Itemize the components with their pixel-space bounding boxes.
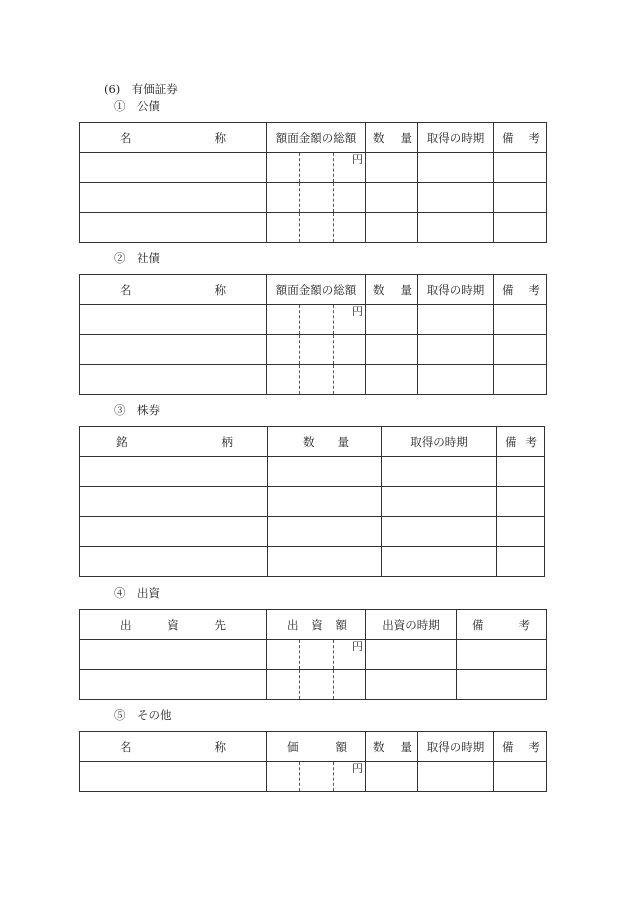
table-header-row — [80, 275, 547, 305]
corporate-bonds-table — [79, 274, 547, 395]
section-heading-investments: ④ 出資 — [114, 586, 160, 600]
amount-cell[interactable] — [267, 183, 366, 213]
remarks-cell[interactable] — [494, 335, 547, 365]
acquisition-date-cell[interactable] — [418, 213, 494, 243]
yen-unit: 円 — [352, 640, 363, 653]
value-cell[interactable] — [267, 762, 366, 792]
remarks-cell[interactable] — [494, 213, 547, 243]
yen-unit: 円 — [352, 762, 363, 775]
header-issue-name: 銘 柄 — [80, 427, 268, 457]
yen-unit: 円 — [352, 153, 363, 166]
amount-cell[interactable] — [267, 305, 366, 335]
yen-unit: 円 — [352, 305, 363, 318]
acquisition-date-cell[interactable] — [418, 153, 494, 183]
issue-name-cell[interactable] — [80, 517, 268, 547]
remarks-cell[interactable] — [494, 305, 547, 335]
quantity-cell[interactable] — [366, 365, 418, 395]
quantity-cell[interactable] — [366, 213, 418, 243]
header-remarks: 備 考 — [494, 123, 547, 153]
header-quantity: 数 量 — [366, 123, 418, 153]
issue-name-cell[interactable] — [80, 547, 268, 577]
acquisition-date-cell[interactable] — [382, 547, 497, 577]
investee-cell[interactable] — [80, 670, 267, 700]
name-cell[interactable] — [80, 762, 267, 792]
acquisition-date-cell[interactable] — [382, 457, 497, 487]
header-acquisition-date: 取得の時期 — [418, 275, 494, 305]
table-row — [80, 517, 545, 547]
table-row — [80, 305, 547, 335]
header-investment-amount: 出 資 額 — [267, 610, 366, 640]
table-row — [80, 547, 545, 577]
section-heading-corporate-bonds: ② 社債 — [114, 251, 160, 265]
header-name: 名 称 — [80, 123, 267, 153]
table-row — [80, 762, 547, 792]
table-row — [80, 487, 545, 517]
header-quantity: 数 量 — [366, 275, 418, 305]
header-quantity: 数 量 — [268, 427, 382, 457]
header-remarks: 備 考 — [497, 427, 545, 457]
acquisition-date-cell[interactable] — [418, 365, 494, 395]
remarks-cell[interactable] — [457, 670, 547, 700]
amount-cell[interactable] — [267, 213, 366, 243]
header-remarks: 備 考 — [494, 275, 547, 305]
header-value: 価 額 — [267, 732, 366, 762]
acquisition-date-cell[interactable] — [382, 487, 497, 517]
header-investment-date: 出資の時期 — [366, 610, 457, 640]
header-name: 名 称 — [80, 732, 267, 762]
section-heading-stocks: ③ 株券 — [114, 403, 160, 417]
header-acquisition-date: 取得の時期 — [418, 732, 494, 762]
public-bonds-table — [79, 122, 547, 243]
header-acquisition-date: 取得の時期 — [418, 123, 494, 153]
table-row — [80, 365, 547, 395]
table-header-row — [80, 610, 547, 640]
document-title: (6) 有価証券 — [104, 82, 178, 96]
name-cell[interactable] — [80, 365, 267, 395]
header-face-value-total: 額面金額の総額 — [267, 123, 366, 153]
table-row — [80, 670, 547, 700]
name-cell[interactable] — [80, 335, 267, 365]
remarks-cell[interactable] — [497, 487, 545, 517]
investments-table — [79, 609, 547, 700]
table-row — [80, 457, 545, 487]
remarks-cell[interactable] — [494, 762, 547, 792]
acquisition-date-cell[interactable] — [418, 305, 494, 335]
table-row — [80, 213, 547, 243]
investment-date-cell[interactable] — [366, 640, 457, 670]
remarks-cell[interactable] — [497, 547, 545, 577]
quantity-cell[interactable] — [268, 487, 382, 517]
investment-date-cell[interactable] — [366, 670, 457, 700]
header-investee: 出 資 先 — [80, 610, 267, 640]
acquisition-date-cell[interactable] — [418, 335, 494, 365]
name-cell[interactable] — [80, 183, 267, 213]
quantity-cell[interactable] — [366, 305, 418, 335]
remarks-cell[interactable] — [494, 183, 547, 213]
remarks-cell[interactable] — [457, 640, 547, 670]
acquisition-date-cell[interactable] — [418, 762, 494, 792]
header-name: 名 称 — [80, 275, 267, 305]
other-securities-table — [79, 731, 547, 792]
name-cell[interactable] — [80, 305, 267, 335]
name-cell[interactable] — [80, 213, 267, 243]
quantity-cell[interactable] — [366, 762, 418, 792]
quantity-cell[interactable] — [366, 335, 418, 365]
remarks-cell[interactable] — [497, 457, 545, 487]
table-row — [80, 183, 547, 213]
investee-cell[interactable] — [80, 640, 267, 670]
header-remarks: 備 考 — [494, 732, 547, 762]
quantity-cell[interactable] — [268, 547, 382, 577]
amount-cell[interactable] — [267, 153, 366, 183]
table-row — [80, 153, 547, 183]
amount-cell[interactable] — [267, 365, 366, 395]
quantity-cell[interactable] — [268, 457, 382, 487]
header-acquisition-date: 取得の時期 — [382, 427, 497, 457]
table-header-row — [80, 427, 545, 457]
table-header-row — [80, 732, 547, 762]
remarks-cell[interactable] — [494, 365, 547, 395]
remarks-cell[interactable] — [497, 517, 545, 547]
quantity-cell[interactable] — [366, 183, 418, 213]
name-cell[interactable] — [80, 153, 267, 183]
acquisition-date-cell[interactable] — [382, 517, 497, 547]
section-heading-public-bonds: ① 公債 — [114, 99, 160, 113]
quantity-cell[interactable] — [268, 517, 382, 547]
amount-cell[interactable] — [267, 670, 366, 700]
header-face-value-total: 額面金額の総額 — [267, 275, 366, 305]
table-row — [80, 335, 547, 365]
remarks-cell[interactable] — [494, 153, 547, 183]
amount-cell[interactable] — [267, 335, 366, 365]
quantity-cell[interactable] — [366, 153, 418, 183]
stocks-table — [79, 426, 545, 577]
table-header-row — [80, 123, 547, 153]
header-remarks: 備 考 — [457, 610, 547, 640]
amount-cell[interactable] — [267, 640, 366, 670]
acquisition-date-cell[interactable] — [418, 183, 494, 213]
section-heading-other: ⑤ その他 — [114, 708, 172, 722]
issue-name-cell[interactable] — [80, 487, 268, 517]
issue-name-cell[interactable] — [80, 457, 268, 487]
table-row — [80, 640, 547, 670]
header-quantity: 数 量 — [366, 732, 418, 762]
